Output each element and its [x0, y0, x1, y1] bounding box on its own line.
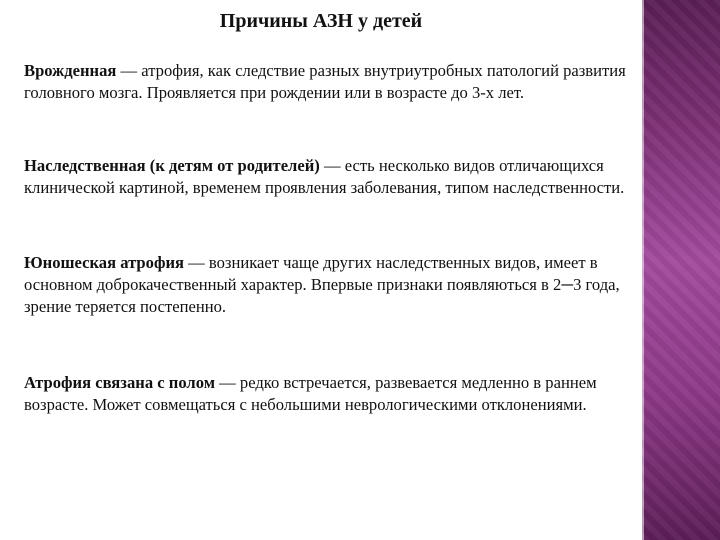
- decorative-side-band: [642, 0, 720, 540]
- paragraph-congenital: [24, 60, 654, 104]
- paragraph-juvenile: [24, 252, 654, 318]
- paragraph-term: Атрофия связана с полом: [24, 373, 216, 392]
- paragraph-term: Наследственная (к детям от родителей): [24, 156, 320, 175]
- paragraph-text: — возникает чаще других наследственных видов, имеет в основном доброкачественный характер. Впервые признаки появляються в 2─3 года, зрение теряется постепенно.: [24, 253, 620, 316]
- paragraph-text: — атрофия, как следствие разных внутриутробных патологий развития головного мозга. Проявляется при рождении или в возрасте до 3-х лет.: [24, 61, 626, 102]
- paragraph-hereditary: [24, 155, 654, 199]
- paragraph-text: — есть несколько видов отличающихся клинической картиной, временем проявления заболевания, типом наследственности.: [24, 156, 625, 197]
- paragraph-term: Юношеская атрофия: [24, 253, 184, 272]
- slide-title: Причины АЗН у детей: [219, 10, 423, 32]
- paragraph-term: Врожденная: [24, 61, 117, 80]
- paragraph-sex-linked: [24, 372, 654, 416]
- paragraph-text: — редко встречается, развевается медленно в раннем возрасте. Может совмещаться с небольшими неврологическими отклонениями.: [24, 373, 597, 414]
